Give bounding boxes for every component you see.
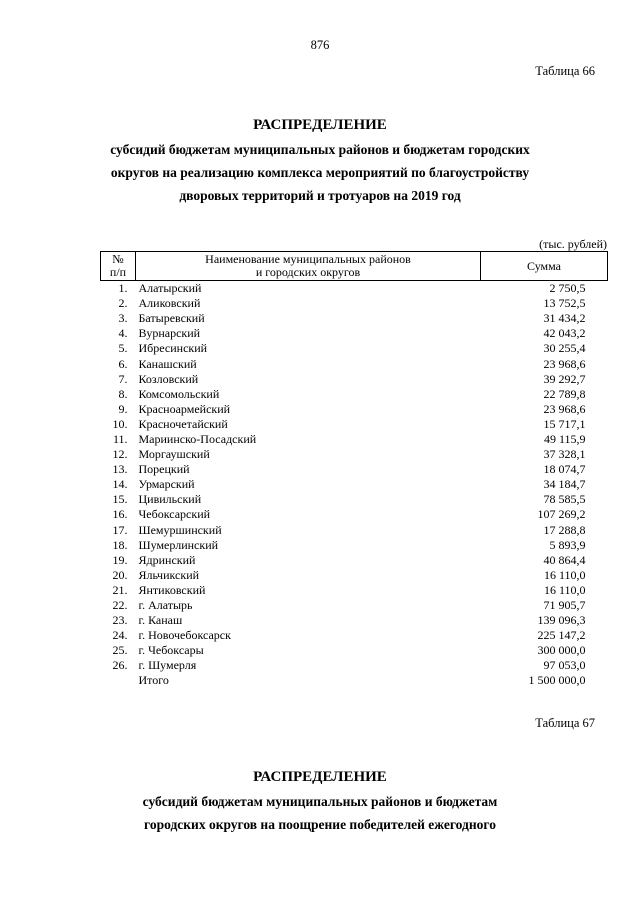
table-row [101, 341, 608, 356]
total-sum: 1 500 000,0 [528, 673, 586, 688]
row-number: 14. [112, 477, 128, 492]
row-number: 8. [118, 386, 128, 401]
row-number: 21. [112, 582, 128, 597]
row-number: 10. [112, 416, 128, 431]
row-number: 15. [112, 492, 128, 507]
row-sum: 31 434,2 [543, 311, 586, 326]
row-name: Ядринский [138, 552, 196, 567]
row-name: г. Канаш [138, 613, 183, 628]
row-sum: 23 968,6 [543, 401, 586, 416]
row-sum: 300 000,0 [537, 643, 586, 658]
table-row [101, 583, 608, 598]
row-name: Урмарский [138, 477, 195, 492]
header-name-line1: Наименование муниципальных районов [205, 252, 411, 266]
total-number [101, 673, 136, 688]
table-row [101, 598, 608, 613]
row-sum: 37 328,1 [543, 447, 586, 462]
row-sum: 225 147,2 [537, 628, 586, 643]
table-67-heading [0, 764, 640, 836]
row-name: Чебоксарский [138, 507, 211, 522]
table-67-subtitle-line: городских округов на поощрение победителей ежегодного [144, 817, 496, 832]
table-row [101, 568, 608, 583]
table-66-title: РАСПРЕДЕЛЕНИЕ [253, 117, 387, 133]
row-name: Аликовский [138, 296, 201, 311]
table-row [101, 402, 608, 417]
table-67-subtitle-line: субсидий бюджетам муниципальных районов и бюджетам [142, 794, 498, 809]
row-sum: 18 074,7 [543, 462, 586, 477]
table-row [101, 432, 608, 447]
row-sum: 40 864,4 [543, 552, 586, 567]
row-name: Красноармейский [138, 401, 231, 416]
row-name: Шумерлинский [138, 537, 219, 552]
table-row [101, 447, 608, 462]
row-number: 19. [112, 552, 128, 567]
row-number: 6. [118, 356, 128, 371]
table-67-title: РАСПРЕДЕЛЕНИЕ [253, 769, 387, 785]
header-sum: Сумма [481, 252, 608, 281]
row-sum: 2 750,5 [549, 281, 586, 296]
row-number: 18. [112, 537, 128, 552]
row-number: 9. [118, 401, 128, 416]
row-number: 1. [118, 281, 128, 296]
table-66-label: Таблица 66 [535, 64, 595, 78]
table-row [101, 553, 608, 568]
row-name: Яльчикский [138, 567, 200, 582]
table-66-heading [0, 112, 640, 207]
table-row [101, 372, 608, 387]
row-name: Канашский [138, 356, 197, 371]
table-row [101, 281, 608, 297]
allocation-table [100, 251, 608, 689]
row-name: Шемуршинский [138, 522, 222, 537]
header-number-line1: № [112, 252, 124, 266]
row-sum: 16 110,0 [543, 582, 586, 597]
row-sum: 42 043,2 [543, 326, 586, 341]
row-number: 26. [112, 658, 128, 673]
row-number: 12. [112, 447, 128, 462]
table-66-subtitle-line: дворовых территорий и тротуаров на 2019 год [179, 188, 461, 203]
table-row [101, 477, 608, 492]
table-row [101, 523, 608, 538]
total-row [101, 673, 608, 688]
table-row [101, 507, 608, 522]
page-number: 876 [310, 38, 330, 52]
row-name: Комсомольский [138, 386, 220, 401]
row-sum: 78 585,5 [543, 492, 586, 507]
row-name: Янтиковский [138, 582, 206, 597]
table-row [101, 356, 608, 371]
row-name: Вурнарский [138, 326, 201, 341]
table-body [101, 281, 608, 689]
row-sum: 15 717,1 [543, 416, 586, 431]
row-sum: 30 255,4 [543, 341, 586, 356]
units-note: (тыс. рублей) [539, 237, 607, 251]
row-sum: 97 053,0 [543, 658, 586, 673]
row-sum: 49 115,9 [543, 431, 586, 446]
table-66-subtitle-line: субсидий бюджетам муниципальных районов и бюджетам городских [110, 142, 530, 157]
row-name: Красночетайский [138, 416, 228, 431]
row-name: Мариинско-Посадский [138, 431, 257, 446]
table-row [101, 311, 608, 326]
row-sum: 16 110,0 [543, 567, 586, 582]
row-sum: 17 288,8 [543, 522, 586, 537]
row-number: 24. [112, 628, 128, 643]
table-row [101, 296, 608, 311]
row-sum: 39 292,7 [543, 371, 586, 386]
row-name: Порецкий [138, 462, 190, 477]
row-sum: 23 968,6 [543, 356, 586, 371]
row-number: 23. [112, 613, 128, 628]
header-number [101, 252, 136, 281]
row-number: 5. [118, 341, 128, 356]
row-number: 22. [112, 598, 128, 613]
table-row [101, 643, 608, 658]
row-name: г. Новочебоксарск [138, 628, 231, 643]
row-sum: 107 269,2 [537, 507, 586, 522]
table-66-subtitle-line: округов на реализацию комплекса мероприятий по благоустройству [110, 165, 530, 180]
table-67-label: Таблица 67 [535, 716, 595, 730]
row-number: 2. [118, 296, 128, 311]
header-name [136, 252, 481, 281]
row-number: 7. [118, 371, 128, 386]
row-sum: 71 905,7 [543, 598, 586, 613]
row-name: г. Чебоксары [138, 643, 204, 658]
row-name: Козловский [138, 371, 199, 386]
row-name: Алатырский [138, 281, 202, 296]
table-row [101, 538, 608, 553]
table-row [101, 613, 608, 628]
table-row [101, 417, 608, 432]
row-name: Батыревский [138, 311, 205, 326]
table-row [101, 628, 608, 643]
row-sum: 139 096,3 [537, 613, 586, 628]
row-sum: 22 789,8 [543, 386, 586, 401]
row-name: г. Шумерля [138, 658, 197, 673]
row-sum: 34 184,7 [543, 477, 586, 492]
row-number: 20. [112, 567, 128, 582]
row-name: Ибресинский [138, 341, 208, 356]
row-number: 16. [112, 507, 128, 522]
row-number: 3. [118, 311, 128, 326]
total-label: Итого [138, 673, 169, 688]
row-number: 13. [112, 462, 128, 477]
row-number: 4. [118, 326, 128, 341]
row-number: 25. [112, 643, 128, 658]
row-sum: 13 752,5 [543, 296, 586, 311]
row-number: 17. [112, 522, 128, 537]
table-row [101, 326, 608, 341]
table-row [101, 658, 608, 673]
header-name-line2: и городских округов [255, 265, 361, 279]
row-sum: 5 893,9 [549, 537, 586, 552]
row-name: Цивильский [138, 492, 202, 507]
row-number: 11. [112, 431, 128, 446]
row-name: Моргаушский [138, 447, 210, 462]
table-row [101, 387, 608, 402]
table-row [101, 462, 608, 477]
table-header-row [101, 252, 608, 281]
table-row [101, 492, 608, 507]
header-number-line2: п/п [109, 265, 127, 279]
row-name: г. Алатырь [138, 598, 193, 613]
